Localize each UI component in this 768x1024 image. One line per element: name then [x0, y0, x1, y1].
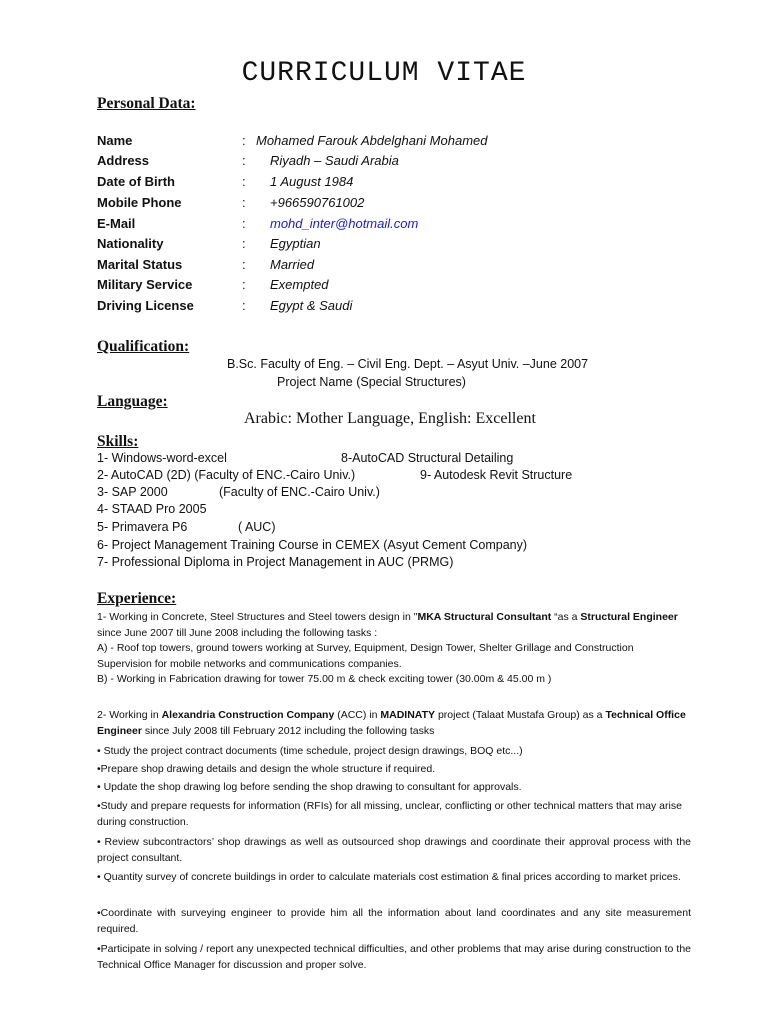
experience-task-a: A) - Roof top towers, ground towers working at Survey, Equipment, Design Tower, Shelter Grillage and Construction Supervision for mobile networks and communications companies.: [97, 642, 634, 670]
field-label: Driving License: [97, 298, 194, 313]
field-label: Date of Birth: [97, 174, 175, 189]
project-name: MADINATY: [380, 709, 436, 721]
skill-item: 5- Primavera P6: [97, 520, 188, 534]
field-label: Nationality: [97, 236, 164, 251]
field-label: Mobile Phone: [97, 195, 182, 210]
field-value: Egyptian: [270, 236, 321, 251]
task-bullet: •Participate in solving / report any unexpected technical difficulties, and other problems that may arise during construction to the Technical Office Manager for discussion and proper solve.: [97, 943, 691, 971]
text-run: (ACC) in: [334, 709, 381, 721]
task-bullet: •Prepare shop drawing details and design the whole structure if required.: [97, 763, 436, 775]
skill-item: 7- Professional Diploma in Project Management in AUC (PRMG): [97, 555, 454, 569]
field-value: Exempted: [270, 277, 329, 292]
field-label: Military Service: [97, 277, 193, 292]
field-value: Mohamed Farouk Abdelghani Mohamed: [256, 133, 488, 148]
field-value: Egypt & Saudi: [270, 298, 353, 313]
skill-note: (Faculty of ENC.-Cairo Univ.): [219, 485, 380, 499]
experience-task-b: B) - Working in Fabrication drawing for tower 75.00 m & check exciting tower (30.00m & 45.00 m ): [97, 673, 552, 685]
colon-separator: :: [242, 236, 246, 251]
skill-item: 9- Autodesk Revit Structure: [420, 468, 573, 482]
personal-data-heading: Personal Data:: [97, 95, 196, 112]
email-link[interactable]: mohd_inter@hotmail.com: [270, 216, 419, 231]
document-title: CURRICULUM VITAE: [241, 58, 527, 89]
colon-separator: :: [242, 257, 246, 272]
field-value: Riyadh – Saudi Arabia: [270, 153, 399, 168]
language-heading: Language:: [97, 393, 168, 410]
language-text: Arabic: Mother Language, English: Excellent: [244, 410, 536, 427]
experience-job2-intro: [97, 707, 691, 739]
field-label: Marital Status: [97, 257, 183, 272]
colon-separator: :: [242, 133, 246, 148]
experience-job1-intro: [97, 609, 691, 641]
field-value: Married: [270, 257, 315, 272]
qualification-heading: Qualification:: [97, 338, 190, 355]
field-value: 1 August 1984: [270, 174, 354, 189]
qualification-project: Project Name (Special Structures): [277, 375, 466, 389]
task-bullet: • Review subcontractors’ shop drawings as well as outsourced shop drawings and coordinate their approval process with the project consultant.: [97, 836, 691, 864]
task-bullet: • Update the shop drawing log before sending the shop drawing to consultant for approvals.: [97, 781, 522, 793]
skill-item: 6- Project Management Training Course in CEMEX (Asyut Cement Company): [97, 538, 528, 552]
text-run: 2- Working in: [97, 709, 162, 721]
skill-item: 4- STAAD Pro 2005: [97, 502, 207, 516]
skills-heading: Skills:: [97, 433, 139, 450]
company-name: MKA Structural Consultant: [417, 611, 552, 623]
colon-separator: :: [242, 277, 246, 292]
skill-item: 8-AutoCAD Structural Detailing: [341, 451, 514, 465]
text-run: project (Talaat Mustafa Group) as a: [435, 709, 606, 721]
field-label: Address: [97, 153, 150, 168]
task-bullet: •Coordinate with surveying engineer to provide him all the information about land coordinates and any site measurement required.: [97, 907, 691, 935]
field-value: +966590761002: [270, 195, 365, 210]
text-run: since July 2008 till February 2012 including the following tasks: [141, 725, 435, 737]
skill-item: 2- AutoCAD (2D) (Faculty of ENC.-Cairo Univ.): [97, 468, 356, 482]
task-bullet: • Study the project contract documents (time schedule, project design drawings, BOQ etc...): [97, 745, 523, 757]
colon-separator: :: [242, 298, 246, 313]
colon-separator: :: [242, 153, 246, 168]
qualification-degree: B.Sc. Faculty of Eng. – Civil Eng. Dept. – Asyut Univ. –June 2007: [227, 357, 589, 371]
colon-separator: :: [242, 195, 246, 210]
text-run: since June 2007 till June 2008 including the following tasks :: [97, 627, 378, 639]
field-label: E-Mail: [97, 216, 136, 231]
role-title: Structural Engineer: [580, 611, 678, 623]
skill-item: 3- SAP 2000: [97, 485, 168, 499]
text-run: “as a: [551, 611, 581, 623]
skill-item: 1- Windows-word-excel: [97, 451, 227, 465]
role-title: Technical Office Engineer: [97, 709, 686, 737]
text-run: 1- Working in Concrete, Steel Structures and Steel towers design in ": [97, 611, 418, 623]
field-label: Name: [97, 133, 133, 148]
colon-separator: :: [242, 216, 246, 231]
skill-note: ( AUC): [238, 520, 276, 534]
task-bullet: •Study and prepare requests for information (RFIs) for all missing, unclear, conflicting or other technical matters that may arise during construction.: [97, 800, 682, 828]
task-bullet: • Quantity survey of concrete buildings in order to calculate materials cost estimation & final prices according to market prices.: [97, 871, 681, 883]
experience-heading: Experience:: [97, 590, 177, 607]
company-name: Alexandria Construction Company: [161, 709, 335, 721]
colon-separator: :: [242, 174, 246, 189]
